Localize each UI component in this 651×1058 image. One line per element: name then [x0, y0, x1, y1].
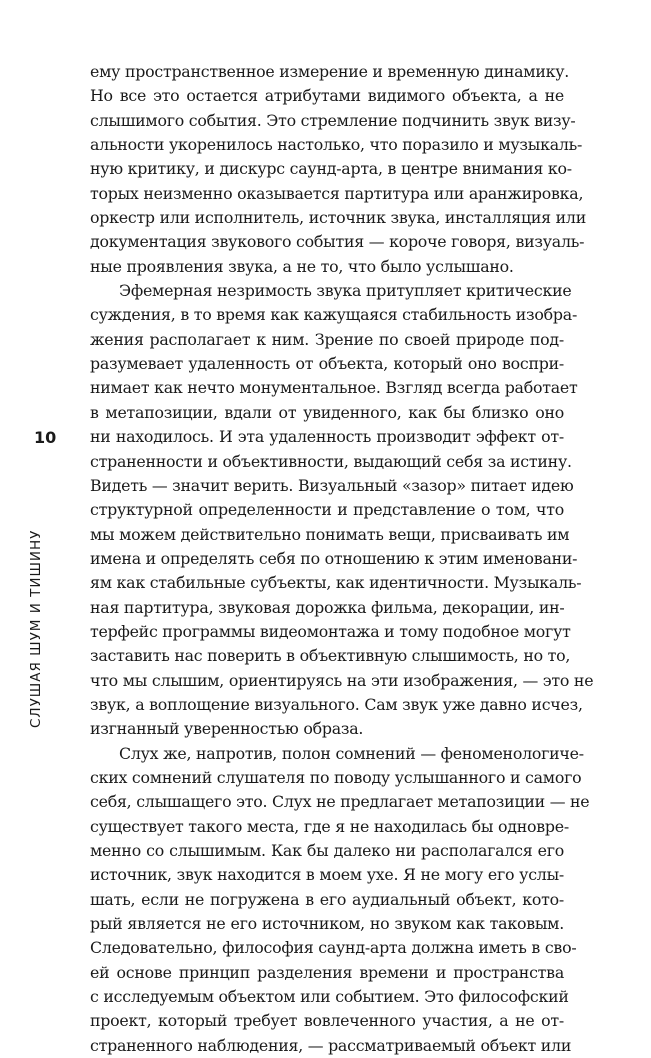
text-line: ная партитура, звуковая дорожка фильма, декорации, ин- [90, 597, 565, 617]
paragraph [90, 60, 586, 279]
text-line: ему пространственное измерение и временную динамику. [90, 62, 570, 81]
text-line: звук, а воплощение визуального. Сам звук уже давно исчез, [90, 694, 583, 714]
text-line: шать, если не погружена в его аудиальный объект, кото- [90, 889, 564, 909]
text-line: себя, слышащего это. Слух не предлагает метапозиции — не [90, 792, 590, 812]
text-line: ей основе принцип разделения времени и пространства [90, 962, 564, 982]
text-line: заставить нас поверить в объективную слышимость, но то, [90, 646, 571, 666]
text-line: разумевает удаленность от объекта, который оно воспри- [90, 354, 564, 374]
paragraph [90, 742, 590, 1058]
text-line: Видеть — значит верить. Визуальный «зазор» питает идею [90, 475, 574, 495]
body-text [90, 60, 594, 1058]
text-line: ских сомнений слушателя по поводу услышанного и самого [90, 767, 582, 787]
text-line: торых неизменно оказывается партитура или аранжировка, [90, 183, 584, 203]
text-line: существует такого места, где я не находилась бы одновре- [90, 816, 569, 836]
text-line: страненного наблюдения, — рассматриваемый объект или [90, 1035, 572, 1055]
text-line: Слух же, напротив, полон сомнений — феноменологиче- [119, 743, 584, 763]
text-line: рый является не его источником, но звуком как таковым. [90, 914, 564, 934]
page-number: 10 [34, 428, 57, 447]
running-head: СЛУШАЯ ШУМ И ТИШИНУ [28, 529, 44, 728]
paragraph [90, 279, 594, 742]
text-line: проект, который требует вовлеченного участия, а не от- [90, 1011, 564, 1031]
text-line: суждения, в то время как кажущаяся стабильность изобра- [90, 305, 578, 325]
text-line: ные проявления звука, а не то, что было услышано. [90, 256, 514, 276]
text-line: ни находилось. И эта удаленность производит эффект от- [90, 427, 564, 447]
text-line: слышимого события. Это стремление подчинить звук визу- [90, 110, 576, 130]
text-line: документация звукового события — короче говоря, визуаль- [90, 232, 585, 252]
text-line: оркестр или исполнитель, источник звука, инсталляция или [90, 208, 586, 228]
text-line: ную критику, и дискурс саунд-арта, в центре внимания ко- [90, 159, 572, 179]
text-line: мы можем действительно понимать вещи, присваивать им [90, 524, 570, 544]
text-line: имена и определять себя по отношению к этим именовани- [90, 548, 578, 568]
text-line: менно со слышимым. Как бы далеко ни располагался его [90, 841, 564, 860]
text-line: что мы слышим, ориентируясь на эти изображения, — это не [90, 670, 594, 690]
text-line: жения располагает к ним. Зрение по своей природе под- [90, 329, 564, 349]
text-line: Следовательно, философия саунд-арта должна иметь в сво- [90, 938, 577, 958]
text-line: страненности и объективности, выдающий себя за истину. [90, 451, 572, 471]
text-line: источник, звук находится в моем ухе. Я не могу его услы- [90, 865, 564, 885]
text-line: Эфемерная незримость звука притупляет критические [119, 281, 572, 301]
text-line: Но все это остается атрибутами видимого объекта, а не [90, 86, 564, 106]
text-line: альности укоренилось настолько, что поразило и музыкаль- [90, 135, 583, 155]
text-line: нимает как нечто монументальное. Взгляд всегда работает [90, 378, 578, 398]
text-line: структурной определенности и представление о том, что [90, 500, 564, 520]
text-line: ям как стабильные субъекты, как идентичности. Музыкаль- [90, 573, 582, 593]
text-line: терфейс программы видеомонтажа и тому подобное могут [90, 621, 571, 641]
text-line: в метапозиции, вдали от увиденного, как бы близко оно [90, 402, 564, 422]
text-line: с исследуемым объектом или событием. Это философский [90, 987, 569, 1007]
text-line: изгнанный уверенностью образа. [90, 719, 364, 739]
